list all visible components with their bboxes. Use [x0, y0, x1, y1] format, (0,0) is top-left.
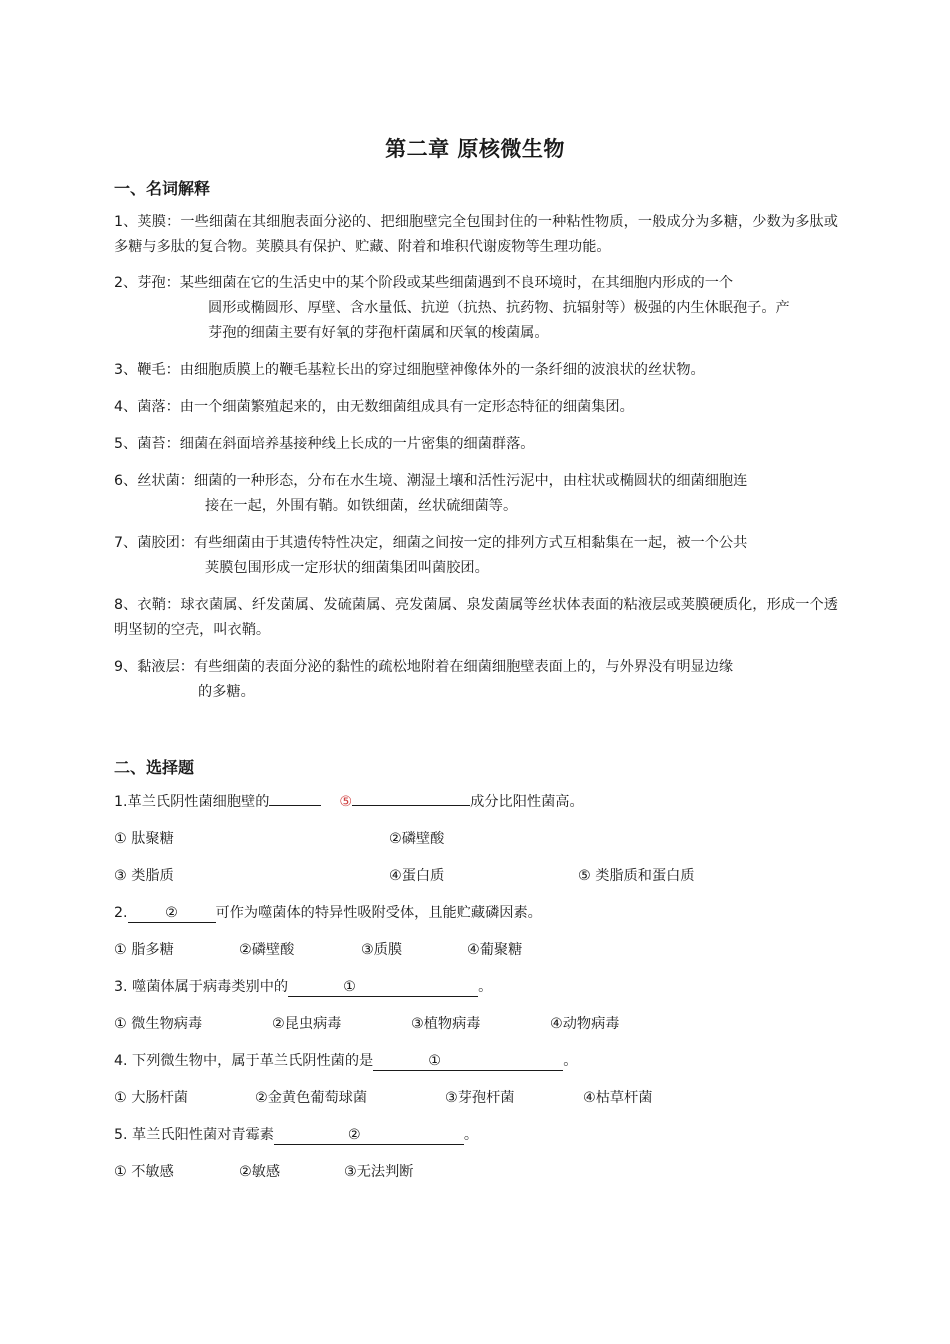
option: ① 微生物病毒	[114, 1016, 203, 1032]
answer-blank	[288, 978, 478, 997]
answer-blank	[128, 904, 216, 923]
answer-value: ①	[428, 1053, 441, 1069]
definition-text: 有些细菌的表面分泌的黏性的疏松地附着在细菌细胞壁表面上的，与外界没有明显边缘	[193, 659, 734, 675]
answer-value: ⑤	[339, 794, 353, 810]
definition-text: 球衣菌属、纤发菌属、发硫菌属、亮发菌属、泉发菌属等丝状体表面的粘液层或荚膜硬质化，形成一个透明坚韧的空壳，叫衣鞘。	[114, 597, 838, 638]
chapter-title: 第二章 原核微生物	[385, 137, 565, 161]
answer-value: ②	[165, 905, 178, 921]
options-row	[114, 1161, 838, 1183]
question-4	[114, 1050, 577, 1072]
question-1	[114, 791, 584, 813]
options-row	[114, 939, 838, 961]
option: ④葡聚糖	[467, 942, 523, 958]
options-row	[114, 865, 838, 887]
question-stem: 3. 噬菌体属于病毒类别中的	[114, 979, 289, 995]
option: ②磷壁酸	[239, 942, 295, 958]
definition-text: 某些细菌在它的生活史中的某个阶段或某些细菌遇到不良环境时，在其细胞内形成的一个	[179, 275, 734, 291]
answer-value: ②	[347, 1127, 361, 1143]
question-suffix: 。	[478, 979, 493, 995]
definition-label: 3、鞭毛：	[114, 362, 180, 378]
definition-text: 芽孢的细菌主要有好氧的芽孢杆菌属和厌氧的梭菌属。	[208, 325, 549, 341]
option: ③无法判断	[344, 1164, 414, 1180]
definition-item	[114, 395, 838, 420]
question-2	[114, 902, 542, 924]
definition-item	[114, 432, 838, 457]
question-suffix: 可作为噬菌体的特异性吸附受体，且能贮藏磷因素。	[215, 905, 542, 921]
definition-label: 6、丝状菌：	[114, 473, 194, 489]
option: ① 肽聚糖	[114, 831, 174, 847]
section-heading-definitions: 一、名词解释	[114, 179, 211, 198]
option: ③植物病毒	[411, 1016, 481, 1032]
definition-text: 由细胞质膜上的鞭毛基粒长出的穿过细胞壁神像体外的一条纤细的波浪状的丝状物。	[179, 362, 705, 378]
definition-item	[114, 271, 838, 346]
definition-text: 的多糖。	[198, 684, 255, 700]
definition-item	[114, 531, 838, 581]
question-stem: 1.革兰氏阴性菌细胞壁的	[114, 794, 270, 810]
option: ④动物病毒	[550, 1016, 620, 1032]
definition-label: 7、菌胶团：	[114, 535, 194, 551]
section-heading-choice: 二、选择题	[114, 758, 195, 777]
question-suffix: 。	[563, 1053, 578, 1069]
question-stem: 4. 下列微生物中，属于革兰氏阴性菌的是	[114, 1053, 374, 1069]
options-row	[114, 1087, 838, 1109]
option: ③质膜	[361, 942, 403, 958]
option: ④枯草杆菌	[583, 1090, 653, 1106]
definition-item	[114, 593, 838, 643]
definition-label: 9、黏液层：	[114, 659, 194, 675]
option: ③芽孢杆菌	[445, 1090, 515, 1106]
definition-text: 由一个细菌繁殖起来的，由无数细菌组成具有一定形态特征的细菌集团。	[179, 399, 634, 415]
options-row	[114, 1013, 838, 1035]
definition-item	[114, 655, 838, 705]
question-stem: 5. 革兰氏阳性菌对青霉素	[114, 1127, 274, 1143]
question-suffix: 成分比阳性菌高。	[470, 794, 584, 810]
option: ① 脂多糖	[114, 942, 174, 958]
definition-label: 8、衣鞘：	[114, 597, 181, 613]
option: ②昆虫病毒	[272, 1016, 342, 1032]
definition-text: 圆形或椭圆形、厚壁、含水量低、抗逆（抗热、抗药物、抗辐射等）极强的内生休眠孢子。产	[208, 300, 790, 316]
definition-text: 接在一起，外围有鞘。如铁细菌，丝状硫细菌等。	[205, 498, 518, 514]
definition-label: 4、菌落：	[114, 399, 180, 415]
options-row	[114, 828, 838, 850]
question-suffix: 。	[463, 1127, 479, 1143]
option: ① 大肠杆菌	[114, 1090, 188, 1106]
answer-blank	[274, 1126, 464, 1145]
option: ②金黄色葡萄球菌	[255, 1090, 368, 1106]
question-5	[114, 1124, 478, 1146]
option: ④蛋白质	[389, 868, 445, 884]
option: ① 不敏感	[114, 1164, 174, 1180]
answer-blank	[373, 1052, 563, 1071]
option: ②磷壁酸	[389, 831, 445, 847]
definition-text: 细菌在斜面培养基接种线上长成的一片密集的细菌群落。	[179, 436, 535, 452]
option: ⑤ 类脂质和蛋白质	[578, 868, 695, 884]
definition-text: 荚膜包围形成一定形状的细菌集团叫菌胶团。	[205, 560, 489, 576]
definition-label: 1、荚膜：	[114, 214, 181, 230]
definition-item	[114, 469, 838, 519]
definition-label: 2、芽孢：	[114, 275, 180, 291]
option: ③ 类脂质	[114, 868, 174, 884]
question-stem: 2.	[114, 905, 128, 921]
answer-blank	[352, 805, 470, 806]
definition-text: 一些细菌在其细胞表面分泌的、把细胞壁完全包围封住的一种粘性物质，一般成分为多糖，少数为多肽或多糖与多肽的复合物。荚膜具有保护、贮藏、附着和堆积代谢废物等生理功能。	[114, 214, 838, 255]
question-3	[114, 976, 492, 998]
definition-text: 有些细菌由于其遗传特性决定，细菌之间按一定的排列方式互相黏集在一起，被一个公共	[193, 535, 748, 551]
definition-item	[114, 358, 838, 383]
answer-value: ①	[343, 979, 356, 995]
definition-item	[114, 210, 838, 260]
definition-text: 细菌的一种形态，分布在水生境、潮湿土壤和活性污泥中，由柱状或椭圆状的细菌细胞连	[193, 473, 748, 489]
definition-label: 5、菌苔：	[114, 436, 180, 452]
option: ②敏感	[239, 1164, 281, 1180]
answer-blank	[269, 805, 321, 806]
